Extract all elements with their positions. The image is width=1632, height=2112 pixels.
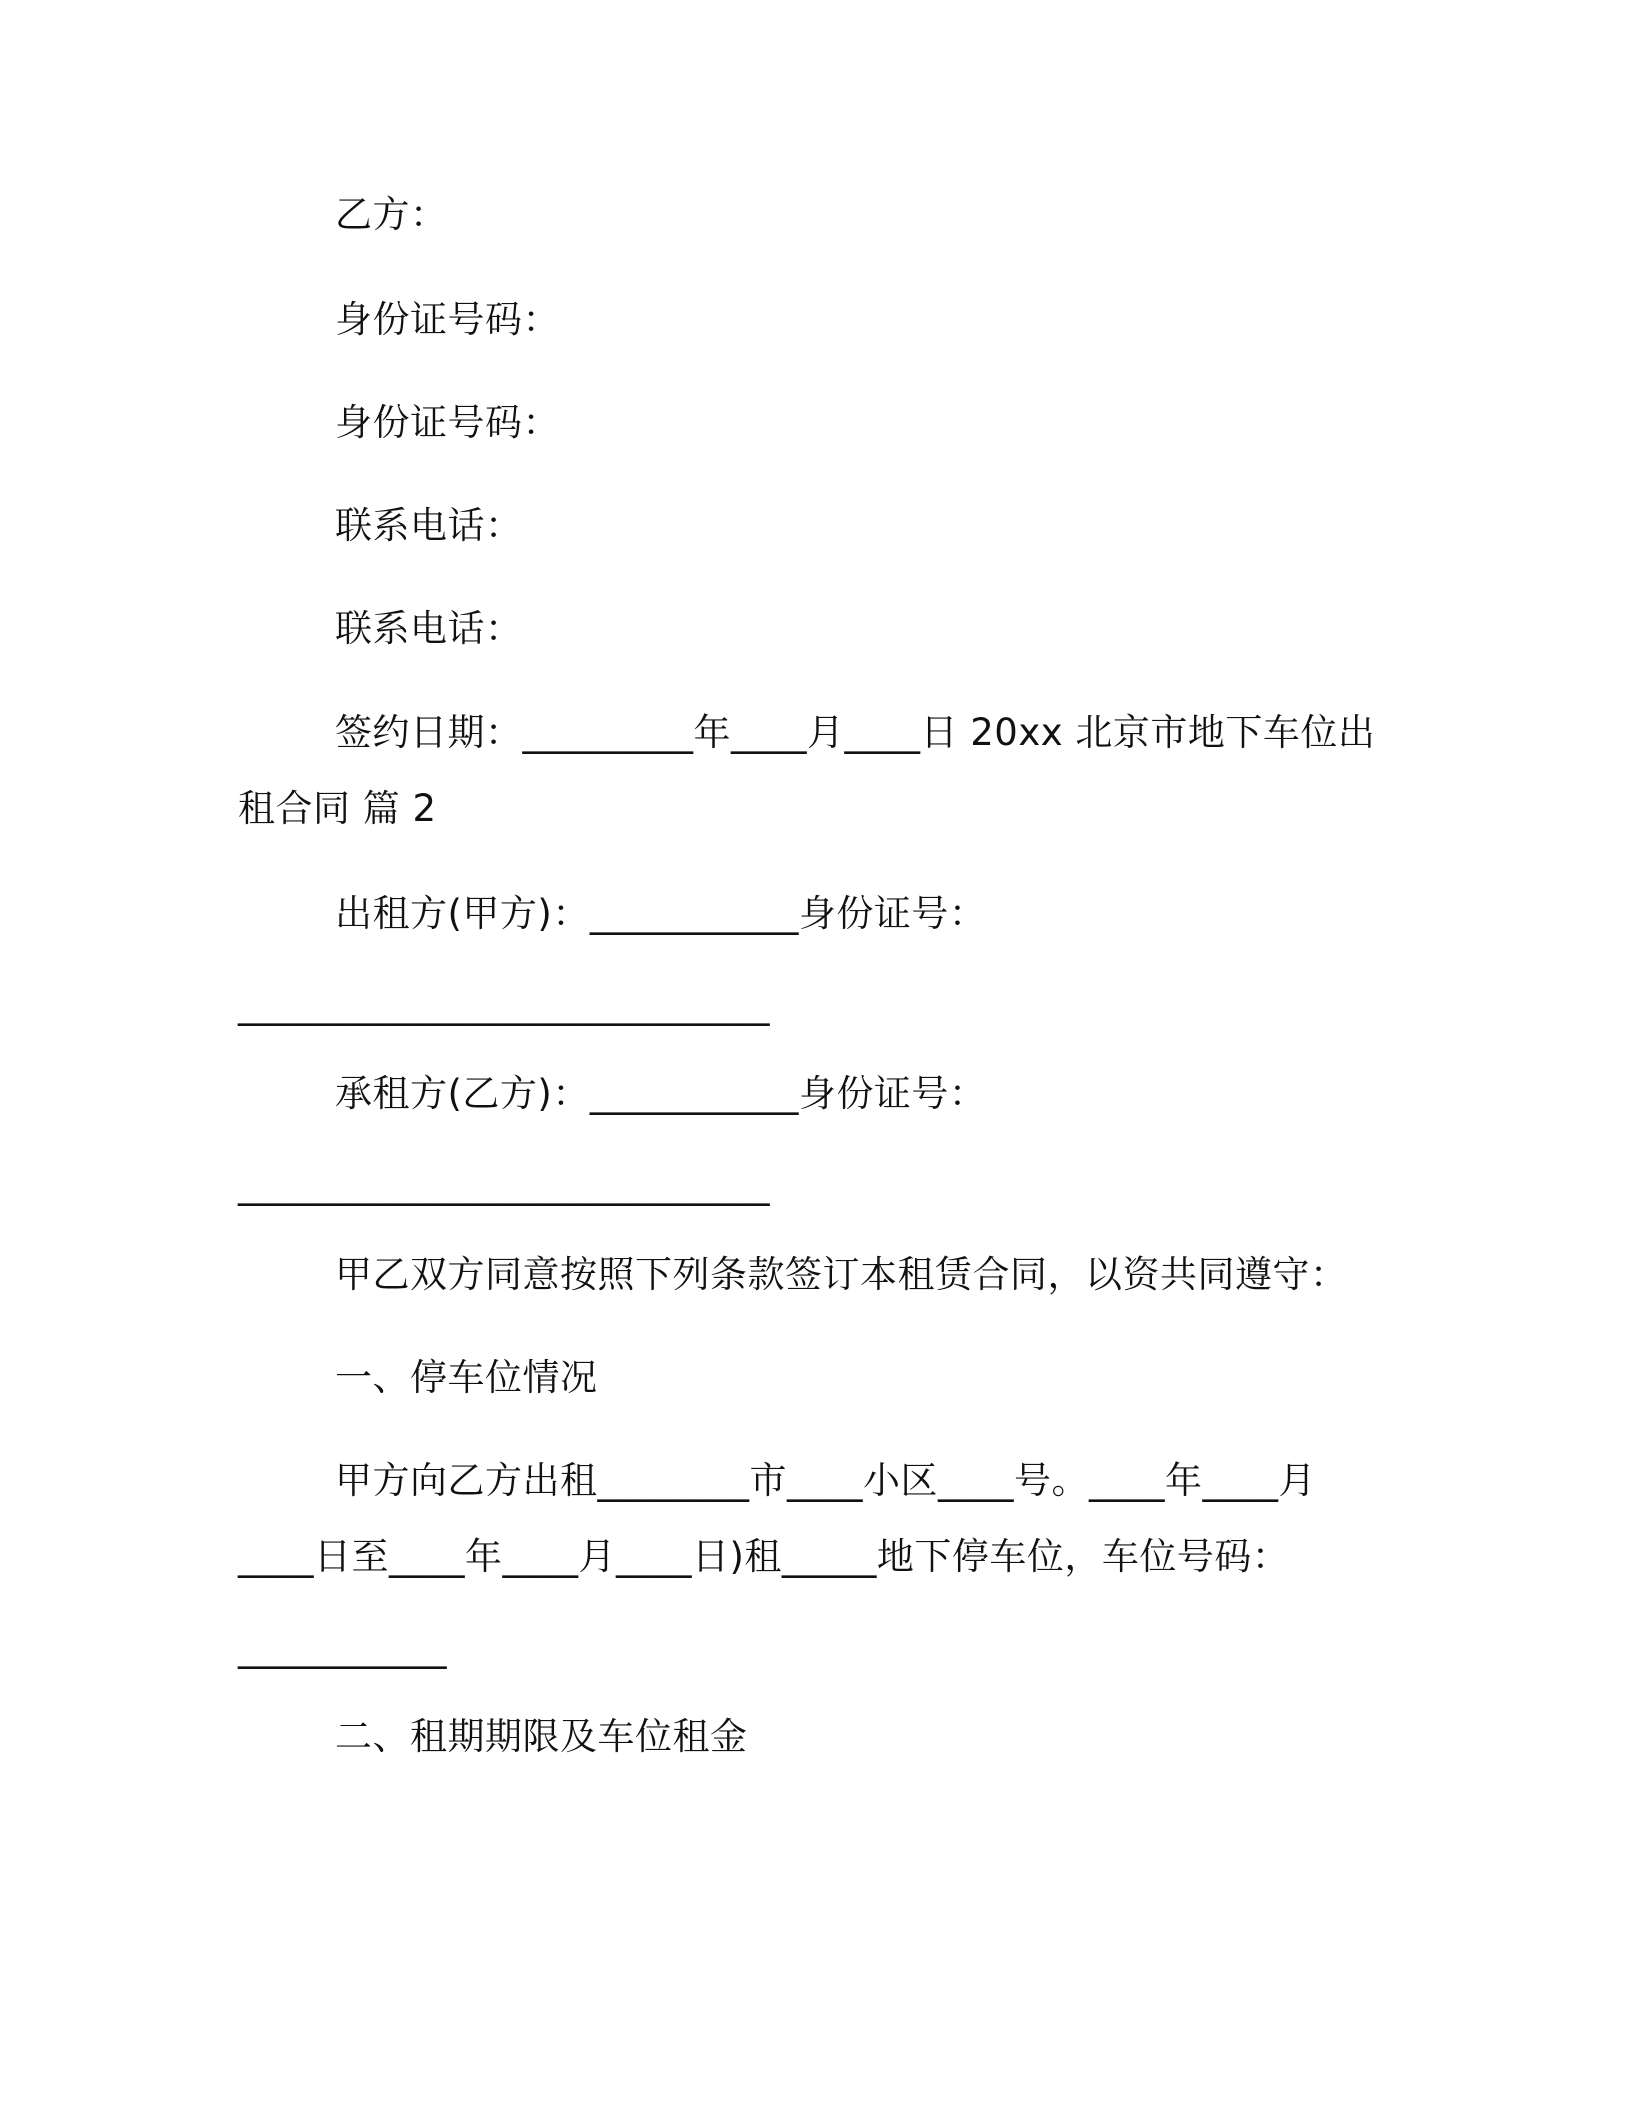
signing-date-line: 签约日期：_________年____月____日 20xx 北京市地下车位出 [335,711,1376,754]
phone-label-1: 联系电话： [335,504,523,547]
party-b-label: 乙方： [335,193,448,236]
agreement-paragraph: 甲乙双方同意按照下列条款签订本租赁合同，以资共同遵守： [335,1253,1348,1296]
phone-label-2: 联系电话： [335,607,523,650]
section-heading-1: 一、停车位情况 [335,1356,598,1399]
lessor-line: 出租方(甲方)：___________身份证号： [335,892,987,935]
parking-space-paragraph-line-1: 甲方向乙方出租________市____小区____号。____年____月 [335,1459,1316,1502]
contract-title-continuation: 租合同 篇 2 [238,787,437,830]
lessor-id-blank: ____________________________ [238,983,770,1026]
parking-space-paragraph-line-2: ____日至____年____月____日)租_____地下停车位，车位号码： [238,1535,1290,1578]
lessee-id-blank: ____________________________ [238,1163,770,1206]
parking-space-number-blank: ___________ [238,1626,447,1669]
id-number-label-2: 身份证号码： [335,401,560,444]
lessee-line: 承租方(乙方)：___________身份证号： [335,1072,987,1115]
section-heading-2: 二、租期期限及车位租金 [335,1715,748,1758]
id-number-label-1: 身份证号码： [335,298,560,341]
